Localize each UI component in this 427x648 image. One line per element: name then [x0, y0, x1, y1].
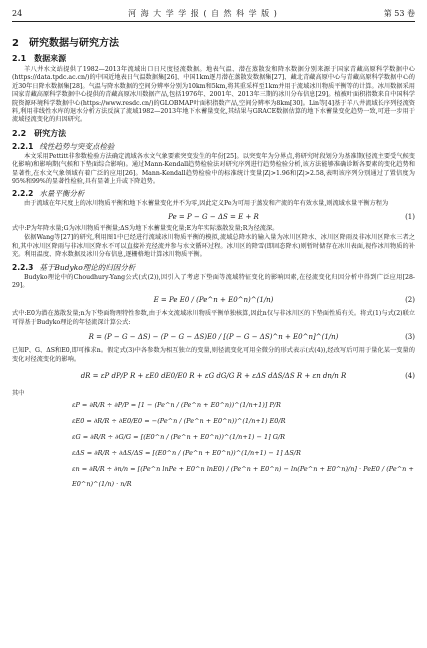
trend-paragraph: 本文采用Pettitt非参数检验方法确定流域各水文气象要素突变发生的年份[25]。以突变年为分界点,将研究时段划分为基准期(径流主要受气候变化影响)和影响期(气候和下垫面综合影响)。通过Mann-Kendall趋势检验法对研究序列进行趋势检验分析,该方法能够准确诊断各要素的变化趋势和显著性,在水文气象领域有着广泛的应用[26]。Mann-Kendall趋势检验中的标准统计变量|Z|>1.96和|Z|>2.58,表明该序列分别通过了置信度为95%和99%的显著性检验,具有显著上升或下降趋势。 [12, 152, 415, 186]
budyko-paragraph-3: 已知P、G、ΔS和E0,即可推求n。假定式(3)中各参数为相互独立的变量,则径流变化可用全微分的形式表示(式(4)),经改写后可用于量化某一变量的变化对径流变化的影响。 [12, 347, 415, 363]
journal-title: 河 海 大 学 学 报 ( 自 然 科 学 版 ) [128, 8, 278, 18]
subsubsection-number: 2.2.1 [12, 141, 34, 151]
subsection-title-data-source: 2.1 数据来源 [12, 54, 67, 63]
page-header [12, 6, 415, 20]
subsubsection-title-trend [12, 141, 415, 152]
budyko-paragraph-2: 式中:E0为潜在蒸散发量;n为下垫面物理特性参数,由于本文流域冰川物质平衡单独核算,因此n仅与非冰川区的下垫面性质有关。将式(1)与式(2)联立可得基于Budyko理论的年径流深计算公式: [12, 310, 415, 326]
elasticity-potential-evaporation: εE0 = ∂R/R ÷ ∂E0/E0 = −(Pe^n / (Pe^n + E0^n))^(1/n+1) E0/R [72, 416, 286, 425]
elasticity-groundwater: εΔS = ∂R/R ÷ ∂ΔS/ΔS = [(E0^n / (Pe^n + E0^n))^(1/n+1) − 1] ΔS/R [72, 448, 301, 457]
equation-2 [12, 293, 415, 307]
subsubsection-label: 基于Budyko理论的归因分析 [39, 262, 136, 272]
equation-1 [12, 212, 415, 222]
subsubsection-number: 2.2.3 [12, 262, 34, 272]
subsubsection-label: 水量平衡分析 [39, 189, 85, 199]
volume-number: 第 53 卷 [383, 8, 415, 18]
section-title: 2 研究数据与研究方法 [12, 38, 119, 49]
subsubsection-label: 线性趋势与突变点检验 [39, 141, 115, 151]
subsubsection-number: 2.2.2 [12, 189, 34, 199]
equation-2-number: (2) [405, 296, 415, 305]
budyko-paragraph-1: Budyko理论中的Choudhury-Yang公式(式(2)),因引入了考虑下垫面等流域特征变化的影响因素,在径流变化归因分析中得到广泛应用[28-29]。 [12, 273, 415, 289]
data-source-paragraph: 羊八井水文站提供了1982—2013年流域出口日尺度径流数据。地表气温、潜在蒸散发和降水数据分别来源于国家青藏高原科学数据中心(https://data.tpdc.ac.cn/)的中国近地表日气温数据集[26]、中国1km逐月潜在蒸散发数据集[27]、藏北青藏高原中心与青藏高原科学数据中心的近30年日降水数据集[28]。气温与降水数据的空间分辨率分别为10km和5km,将其重采样至1km并用于流域冰川物质平衡等的计算。冰川数据采用国家青藏高原科学数据中心提供的青藏高原冰川数据产品,包括1976年、2001年、2013年三期的冰川分布信息[29]。植被叶面积指数来自中国科学院资源环境科学数据中心(https://www.resdc.cn/)的GLOBMAP叶面积指数产品,空间分辨率为8km[30]。Lin等[4]基于羊八井流域长序列径流资料,利用非线性水库的退水分析方法反演了流域1982—2013年地下水蓄量变化,其结果与GRACE数据估算的地下水蓄量变化趋势一致,可进一步用于流域径流变化的归因研究。 [12, 66, 415, 124]
equation-3 [12, 330, 415, 344]
article-body [12, 26, 415, 488]
subsubsection-title-water-balance [12, 188, 415, 199]
equation-3-body: R = (P − G − ΔS) − (P − G − ΔS)E0 / [(P − G − ΔS)^n + E0^n]^(1/n) [88, 333, 339, 342]
water-balance-paragraph-2: 式中:P为年降水量;G为冰川物质平衡量;ΔS为地下水蓄量变化量;E为年实际蒸散发量;R为径流深。 [12, 224, 279, 232]
water-balance-paragraph-1: 由于流域在年尺度上的冰川物质平衡和地下水蓄量变化并不为零,因此定义Pe为可用于蒸发和产流的年有效水量,则流域水量平衡方程为 [24, 200, 389, 208]
equation-1-number: (1) [405, 212, 415, 221]
where-label: 其中 [12, 389, 25, 397]
equation-4-number: (4) [405, 371, 415, 380]
subsubsection-title-budyko [12, 262, 415, 273]
equation-4 [12, 367, 415, 385]
equation-3-number: (3) [405, 333, 415, 342]
page-number: 24 [12, 8, 23, 18]
equation-2-body: E = Pe E0 / (Pe^n + E0^n)^(1/n) [153, 296, 274, 305]
equation-1-body: Pe = P − G − ΔS = E + R [168, 212, 259, 221]
elasticity-parameter-n: εn = ∂R/R ÷ ∂n/n = [(Pe^n lnPe + E0^n lnE0) / (Pe^n + E0^n) − ln(Pe^n + E0^n)/n] · PeE0 / (Pe^n + E0^n)^(1/n) · n/R [72, 464, 414, 488]
equation-4-body: dR = εP dP/P R + εE0 dE0/E0 R + εG dG/G R + εΔS dΔS/ΔS R + εn dn/n R [80, 371, 347, 380]
water-balance-paragraph-3: 依据Wang等[27]的研究,利用图1中已经进行流域冰川物质平衡的模拟,流域总降水的输入量为冰川区降水、冰川区降雨及非冰川区降水三者之和,其中冰川区降雨与非冰川区降水不可以直接补充径流并参与水文循环过程。冰川区的降雪(即固态降水)则暂时储存在冰川表面,视作冰川物质的补充。利用温度、降水数据及冰川分布信息,逐栅格地计算冰川物质平衡。 [12, 234, 415, 259]
header-rule [12, 21, 415, 22]
elasticity-precipitation: εP = ∂R/R ÷ ∂P/P = [1 − (Pe^n / (Pe^n + E0^n))^(1/n+1)] P/R [72, 400, 281, 409]
subsection-title-methods: 2.2 研究方法 [12, 128, 67, 138]
elasticity-glacier: εG = ∂R/R ÷ ∂G/G = [(E0^n / (Pe^n + E0^n))^(1/n+1) − 1] G/R [72, 432, 286, 441]
